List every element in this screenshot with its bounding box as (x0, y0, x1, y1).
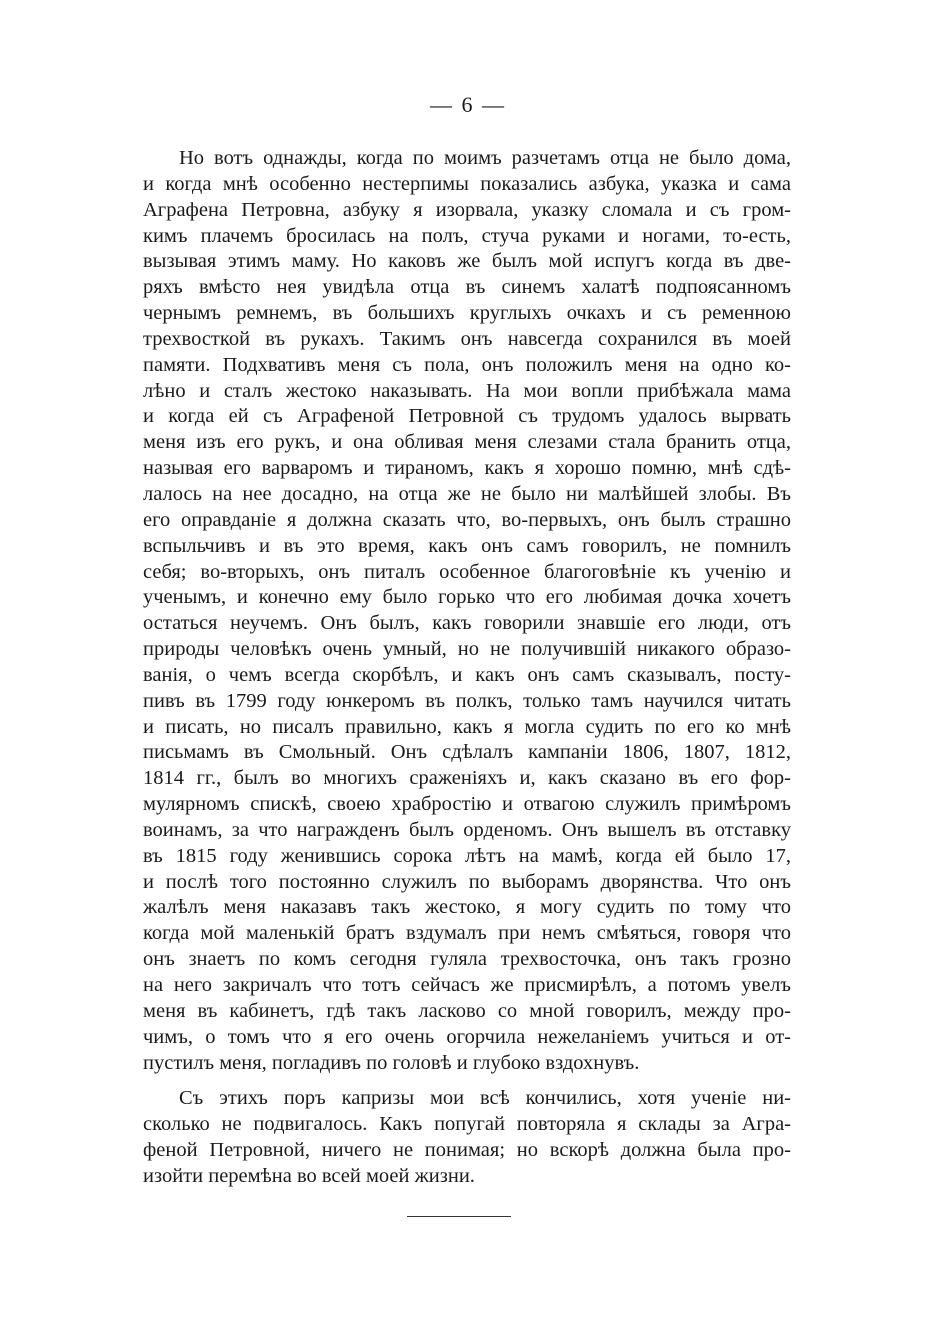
text-line: когда мой маленькій братъ вздумалъ при немъ смѣяться, говоря что (143, 922, 791, 945)
text-line: памяти. Подхвативъ меня съ пола, онъ положилъ меня на одно ко- (143, 353, 791, 376)
text-line: на него закричалъ что тотъ сейчасъ же присмирѣлъ, а потомъ увелъ (143, 974, 791, 996)
text-line: меня изъ его рукъ, и она обливая меня слезами стала бранить отца, (143, 431, 791, 454)
text-line: воинамъ, за что награжденъ былъ орденомъ. Онъ вышелъ въ отставку (143, 818, 791, 841)
text-line: въ 1815 году женившись сорока лѣтъ на мамѣ, когда ей было 17, (143, 844, 791, 867)
text-line: себя; во-вторыхъ, онъ питалъ особенное благоговѣніе къ ученію и (143, 560, 791, 583)
text-line: называя его варваромъ и тираномъ, какъ я хорошо помню, мнѣ сдѣ- (143, 457, 791, 480)
text-line: ученымъ, и конечно ему было горько что его любимая дочка хочетъ (143, 586, 791, 609)
text-line: Но вотъ однажды, когда по моимъ разчетамъ отца не было дома, (179, 147, 791, 169)
text-line: и когда мнѣ особенно нестерпимы показались азбука, указка и сама (143, 172, 791, 195)
text-line: Аграфена Петровна, азбуку я изорвала, указку сломала и съ гром- (143, 198, 791, 221)
text-line: феной Петровной, ничего не понимая; но вскорѣ должна была про- (143, 1139, 791, 1162)
text-line: Съ этихъ поръ капризы мои всѣ кончились, хотя ученіе ни- (179, 1087, 791, 1110)
text-line: сколько не подвигалось. Какъ попугай повторяла я склады за Агра- (143, 1113, 791, 1136)
paragraph (143, 1086, 791, 1189)
text-line: пустилъ меня, погладивъ по головѣ и глубоко вздохнувъ. (143, 1051, 640, 1074)
text-line: 1814 гг., былъ во многихъ сраженіяхъ и, какъ сказано въ его фор- (143, 767, 791, 790)
text-line: изойти перемѣна во всей моей жизни. (143, 1164, 475, 1187)
text-line: чернымъ ремнемъ, въ большихъ круглыхъ очкахъ и съ ременною (143, 302, 791, 325)
text-line: ряхъ вмѣсто нея увидѣла отца въ синемъ халатѣ подпоясанномъ (143, 276, 791, 299)
text-line: меня въ кабинетъ, гдѣ такъ ласково со мной говорилъ, между про- (143, 999, 791, 1022)
paragraph (143, 146, 791, 1076)
text-line: трехвосткой въ рукахъ. Такимъ онъ навсегда сохранился въ моей (143, 327, 791, 350)
text-line: онъ знаетъ по комъ сегодня гуляла трехвосточка, онъ такъ грозно (143, 948, 791, 971)
text-line: мулярномъ спискѣ, своею храбростію и отвагою служилъ примѣромъ (143, 793, 791, 816)
text-line: чимъ, о томъ что я его очень огорчила нежеланіемъ учиться и от- (143, 1025, 791, 1048)
text-line: и писать, но писалъ правильно, какъ я могла судить по его ко мнѣ (143, 715, 791, 738)
text-line: и послѣ того постоянно служилъ по выборамъ дворянства. Что онъ (143, 870, 791, 893)
text-line: ванія, о чемъ всегда скорбѣлъ, и какъ онъ самъ сказывалъ, посту- (143, 663, 791, 686)
text-line: остаться неучемъ. Онъ былъ, какъ говорили знавшіе его люди, отъ (143, 612, 791, 635)
text-line: жалѣлъ меня наказавъ такъ жестоко, я могу судить по тому что (143, 896, 791, 919)
page-number: — 6 — (430, 92, 506, 117)
text-line: письмамъ въ Смольный. Онъ сдѣлалъ кампаніи 1806, 1807, 1812, (143, 741, 791, 764)
text-line: кимъ плачемъ бросилась на полъ, стуча руками и ногами, то-есть, (143, 224, 791, 247)
section-end-rule (407, 1216, 511, 1217)
text-line: вспыльчивъ и въ это время, какъ онъ самъ говорилъ, не помнилъ (143, 534, 791, 557)
text-line: пивъ въ 1799 году юнкеромъ въ полкъ, только тамъ научился читать (143, 689, 791, 712)
text-line: природы человѣкъ очень умный, но не получившій никакого образо- (143, 638, 791, 661)
text-line: лѣно и сталъ жестоко наказывать. На мои вопли прибѣжала мама (143, 379, 791, 402)
text-line: вызывая этимъ маму. Но каковъ же былъ мой испугъ когда въ две- (143, 250, 791, 273)
text-line: и когда ей съ Аграфеной Петровной съ трудомъ удалось вырвать (143, 405, 791, 428)
text-line: его оправданіе я должна сказать что, во-первыхъ, онъ былъ страшно (143, 508, 791, 531)
body-text (143, 146, 791, 1200)
text-line: лалось на нее досадно, на отца же не было ни малѣйшей злобы. Въ (143, 482, 791, 505)
